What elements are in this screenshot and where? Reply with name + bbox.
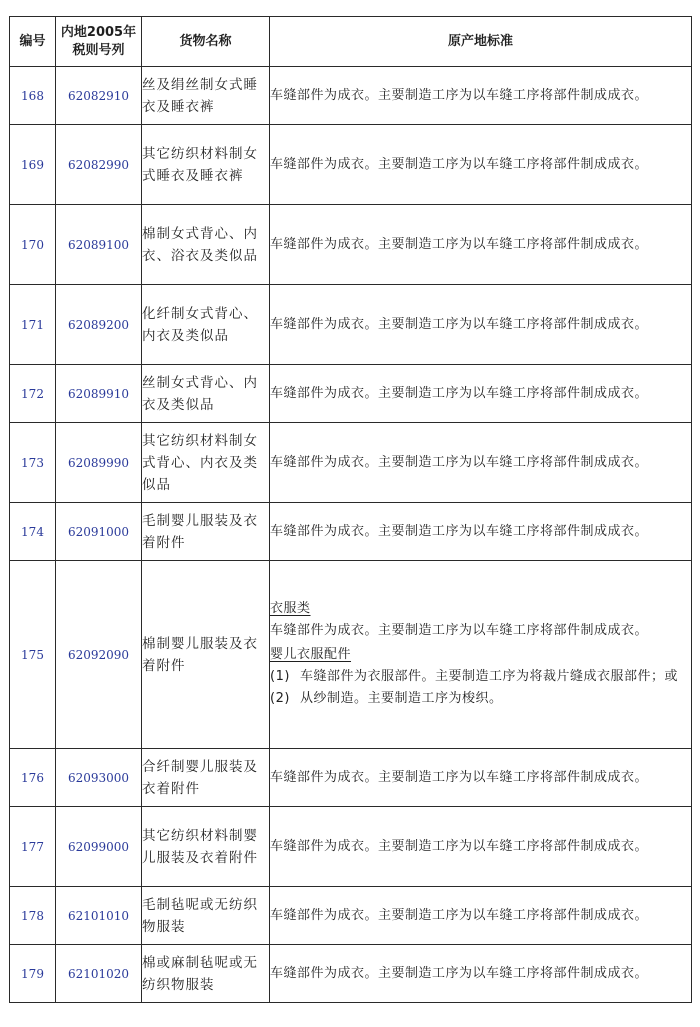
- row-rule: 车缝部件为成衣。主要制造工序为以车缝工序将部件制成成衣。: [270, 807, 692, 887]
- table-header: [10, 17, 692, 67]
- rule-section: [270, 598, 691, 642]
- row-code: 62101020: [56, 945, 142, 1003]
- row-code: 62082910: [56, 67, 142, 125]
- row-rule: 车缝部件为成衣。主要制造工序为以车缝工序将部件制成成衣。: [270, 749, 692, 807]
- row-rule: 车缝部件为成衣。主要制造工序为以车缝工序将部件制成成衣。: [270, 503, 692, 561]
- row-num: 173: [10, 423, 56, 503]
- row-code: 62091000: [56, 503, 142, 561]
- table-body: [10, 67, 692, 1003]
- row-name: 毛制毡呢或无纺织物服装: [142, 887, 270, 945]
- header-code: [56, 17, 142, 67]
- row-code: 62101010: [56, 887, 142, 945]
- table-row: [10, 67, 692, 125]
- row-num: 175: [10, 561, 56, 749]
- rule-item: [270, 688, 691, 710]
- header-name: 货物名称: [142, 17, 270, 67]
- row-num: 176: [10, 749, 56, 807]
- table-row: [10, 945, 692, 1003]
- row-rule-complex: [270, 561, 692, 749]
- header-num: 编号: [10, 17, 56, 67]
- row-name: 毛制婴儿服装及衣着附件: [142, 503, 270, 561]
- row-name: 丝制女式背心、内衣及类似品: [142, 365, 270, 423]
- row-name: 其它纺织材料制女式背心、内衣及类似品: [142, 423, 270, 503]
- table-row: [10, 365, 692, 423]
- row-rule: 车缝部件为成衣。主要制造工序为以车缝工序将部件制成成衣。: [270, 887, 692, 945]
- row-code: 62092090: [56, 561, 142, 749]
- row-code: 62082990: [56, 125, 142, 205]
- row-name: 其它纺织材料制女式睡衣及睡衣裤: [142, 125, 270, 205]
- table-row: [10, 887, 692, 945]
- rule-section-heading: 衣服类: [270, 600, 311, 616]
- row-rule: 车缝部件为成衣。主要制造工序为以车缝工序将部件制成成衣。: [270, 125, 692, 205]
- row-code: 62089100: [56, 205, 142, 285]
- row-rule: 车缝部件为成衣。主要制造工序为以车缝工序将部件制成成衣。: [270, 285, 692, 365]
- rule-section-heading: 婴儿衣服配件: [270, 646, 352, 662]
- rule-item-index: (2): [270, 690, 290, 706]
- row-num: 168: [10, 67, 56, 125]
- table-row: [10, 749, 692, 807]
- table-row: [10, 205, 692, 285]
- rules-table: [9, 16, 692, 1003]
- rule-item-text: 从纱制造。主要制造工序为梭织。: [300, 690, 503, 706]
- table-row: [10, 285, 692, 365]
- row-num: 171: [10, 285, 56, 365]
- table-row: [10, 807, 692, 887]
- header-rule: 原产地标准: [270, 17, 692, 67]
- table-row: [10, 125, 692, 205]
- rule-section: [270, 644, 691, 710]
- row-rule: 车缝部件为成衣。主要制造工序为以车缝工序将部件制成成衣。: [270, 945, 692, 1003]
- row-code: 62089200: [56, 285, 142, 365]
- row-code: 62093000: [56, 749, 142, 807]
- row-num: 179: [10, 945, 56, 1003]
- rule-item-index: (1): [270, 668, 290, 684]
- row-name: 化纤制女式背心、内衣及类似品: [142, 285, 270, 365]
- row-rule: 车缝部件为成衣。主要制造工序为以车缝工序将部件制成成衣。: [270, 365, 692, 423]
- table-row: [10, 503, 692, 561]
- row-num: 174: [10, 503, 56, 561]
- header-code-line2: 税则号列: [72, 42, 125, 58]
- row-rule: 车缝部件为成衣。主要制造工序为以车缝工序将部件制成成衣。: [270, 423, 692, 503]
- table-row: [10, 423, 692, 503]
- row-name: 棉或麻制毡呢或无纺织物服装: [142, 945, 270, 1003]
- row-name: 其它纺织材料制婴儿服装及衣着附件: [142, 807, 270, 887]
- row-code: 62089990: [56, 423, 142, 503]
- row-name: 合纤制婴儿服装及衣着附件: [142, 749, 270, 807]
- row-name: 棉制女式背心、内衣、浴衣及类似品: [142, 205, 270, 285]
- rule-section-text: 车缝部件为成衣。主要制造工序为以车缝工序将部件制成成衣。: [270, 622, 649, 638]
- header-row: [10, 17, 692, 67]
- row-num: 177: [10, 807, 56, 887]
- row-num: 178: [10, 887, 56, 945]
- rule-item-text: 车缝部件为衣服部件。主要制造工序为将裁片缝成衣服部件；或: [300, 668, 679, 684]
- row-num: 172: [10, 365, 56, 423]
- header-code-line1: 内地2005年: [60, 24, 137, 40]
- table-row: [10, 561, 692, 749]
- row-code: 62089910: [56, 365, 142, 423]
- row-name: 丝及绢丝制女式睡衣及睡衣裤: [142, 67, 270, 125]
- rule-item: [270, 666, 691, 688]
- row-name: 棉制婴儿服装及衣着附件: [142, 561, 270, 749]
- row-num: 169: [10, 125, 56, 205]
- row-rule: 车缝部件为成衣。主要制造工序为以车缝工序将部件制成成衣。: [270, 205, 692, 285]
- row-num: 170: [10, 205, 56, 285]
- row-code: 62099000: [56, 807, 142, 887]
- row-rule: 车缝部件为成衣。主要制造工序为以车缝工序将部件制成成衣。: [270, 67, 692, 125]
